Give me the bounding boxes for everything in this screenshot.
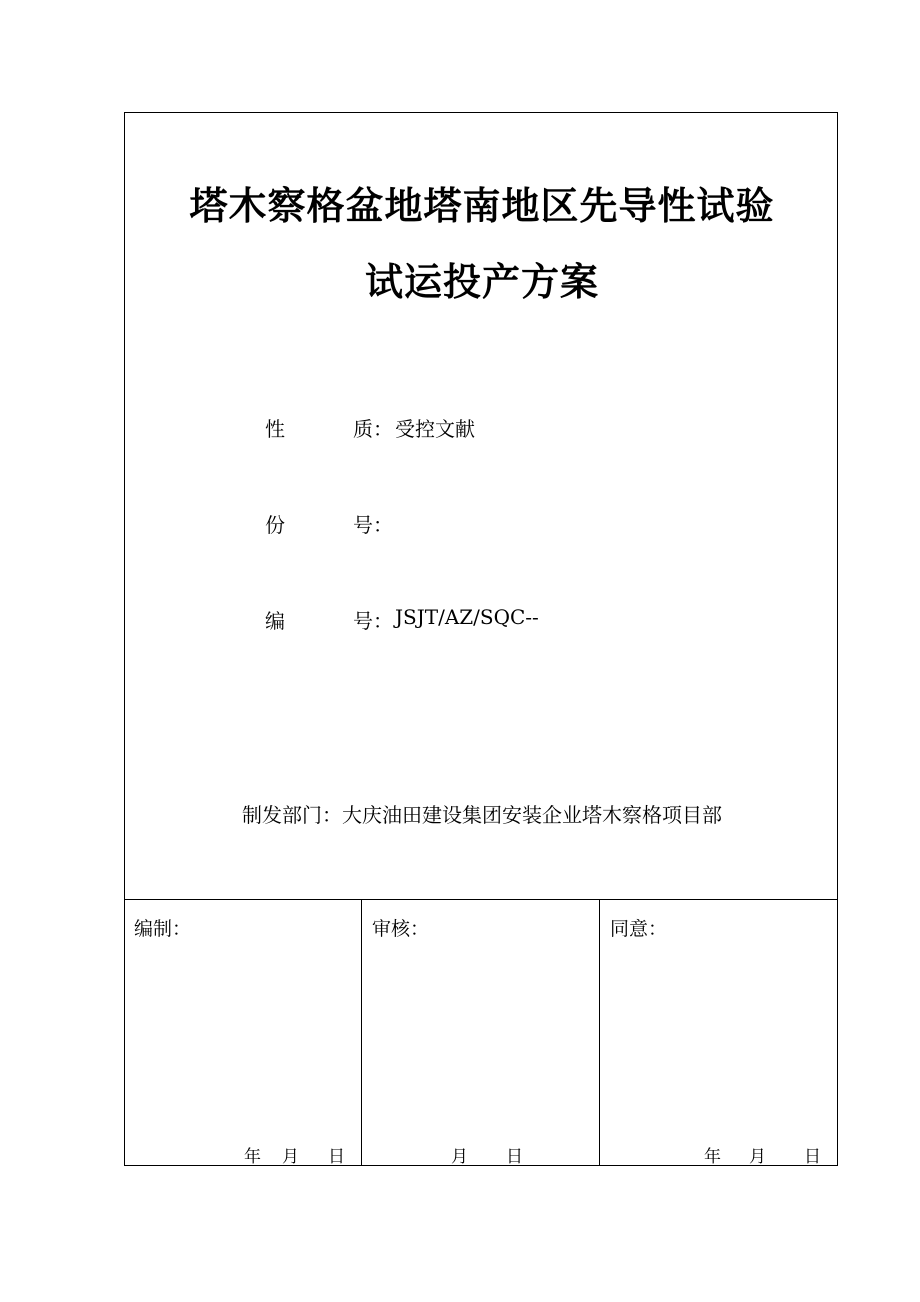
field-document-number-value: JSJT/AZ/SQC-- [395,605,539,629]
signoff-table [124,899,838,1167]
signoff-review-cell [362,900,600,1166]
signoff-approve-day: 日 [804,1147,821,1167]
issuing-department: 制发部门：大庆油田建设集团安装企业塔木察格项目部 [242,803,722,827]
signoff-compile-month: 月 [282,1147,299,1167]
signoff-compile-label: 编制： [134,918,192,940]
signoff-approve-label: 同意： [610,918,668,940]
signoff-approve-cell [600,900,838,1166]
field-copy-number-label-1: 份 [265,513,285,537]
field-nature-label-1: 性 [265,417,285,441]
field-document-number-label-1: 编 [265,609,285,633]
signoff-compile-day: 日 [328,1147,345,1167]
signoff-review-label: 审核： [372,918,430,940]
signoff-approve-month: 月 [749,1147,766,1167]
field-nature-value: 受控文献 [395,417,475,441]
signoff-review-month: 月 [451,1147,468,1167]
signoff-approve-year: 年 [704,1147,721,1167]
signoff-compile-year: 年 [244,1147,261,1167]
document-frame [124,112,838,1166]
document-title-line-1: 塔木察格盆地塔南地区先导性试验 [189,183,775,228]
field-document-number-label-2: 号： [353,609,393,633]
field-nature-label-2: 质： [353,417,393,441]
signoff-review-day: 日 [506,1147,523,1167]
field-copy-number-label-2: 号： [353,513,393,537]
document-title-line-2: 试运投产方案 [364,259,599,304]
signoff-compile-cell [124,900,362,1166]
